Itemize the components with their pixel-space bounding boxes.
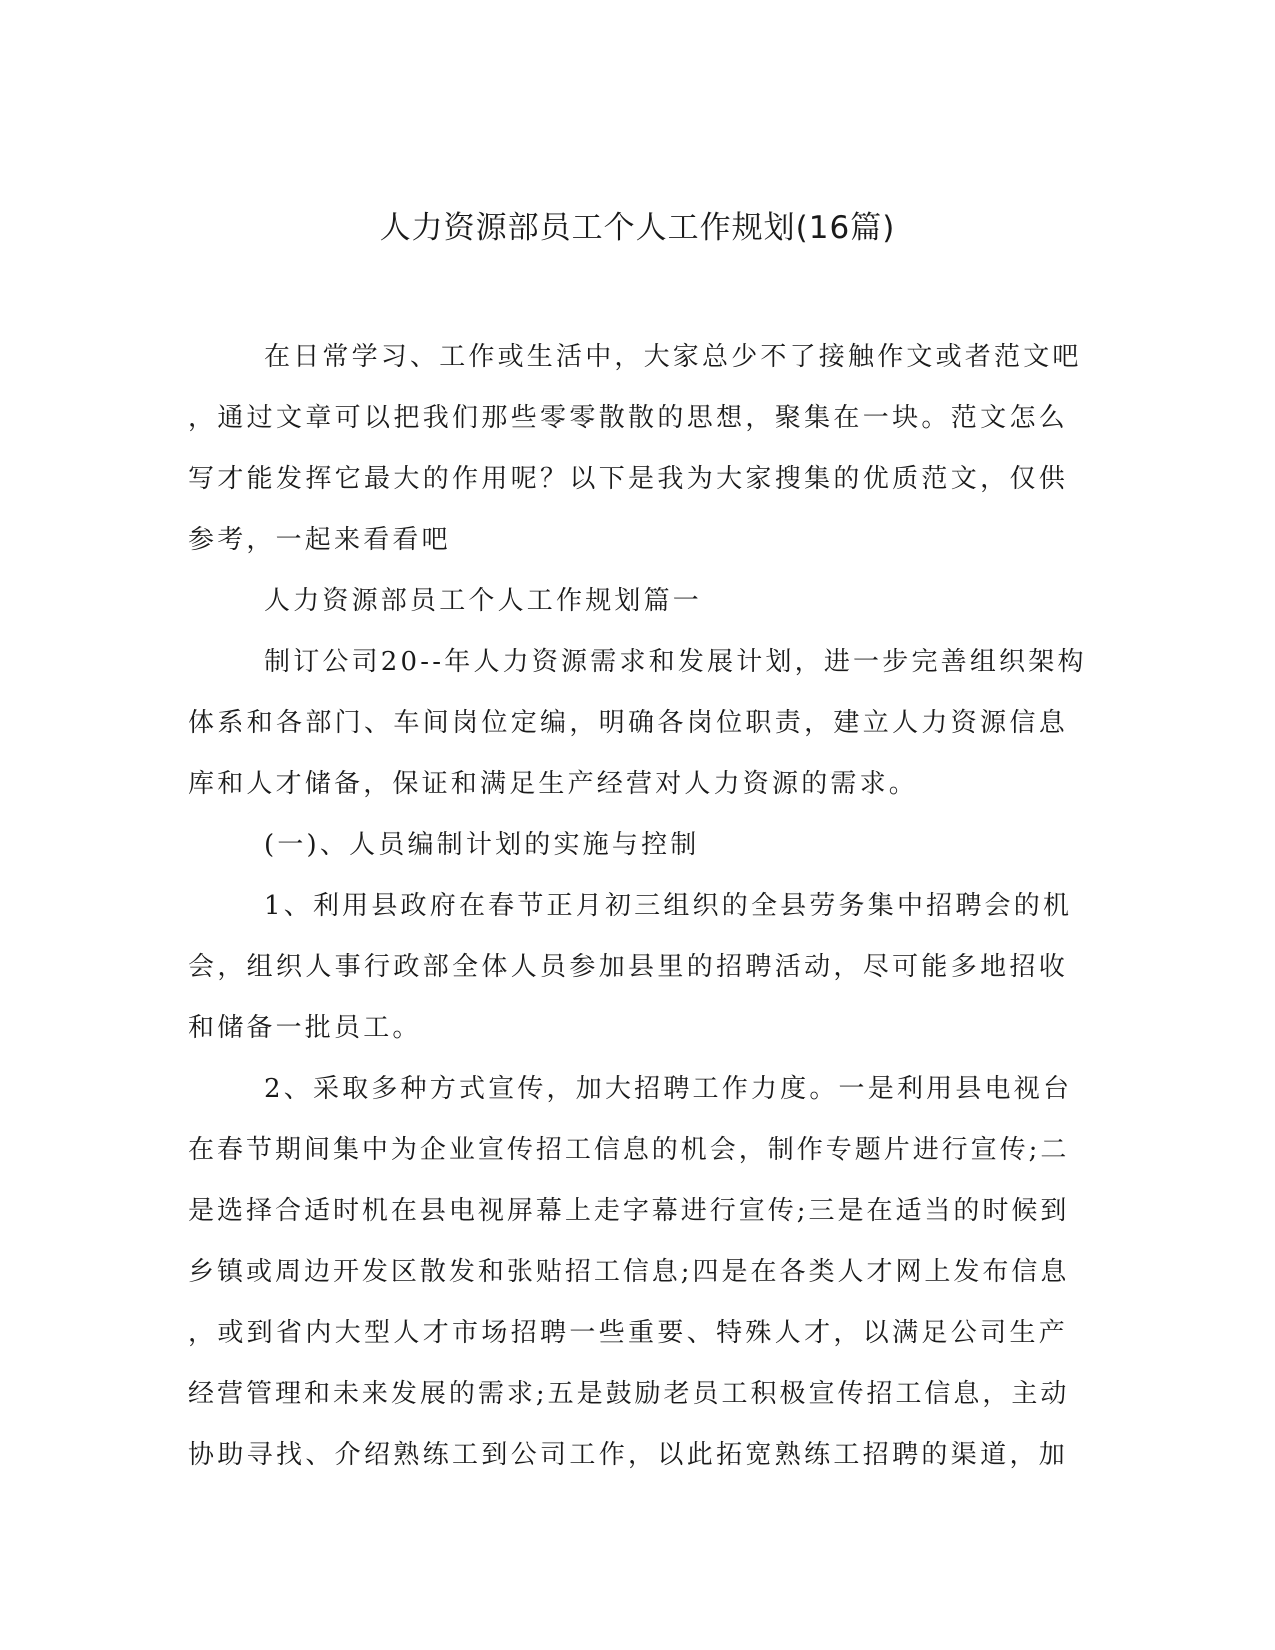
text-line: 库和人才储备，保证和满足生产经营对人力资源的需求。 <box>188 769 919 799</box>
text-line: 制订公司20--年人力资源需求和发展计划，进一步完善组织架构 <box>264 647 1087 677</box>
text-line: 2、采取多种方式宣传，加大招聘工作力度。一是利用县电视台 <box>264 1074 1073 1104</box>
document-title: 人力资源部员工个人工作规划(16篇) <box>379 210 896 246</box>
text-line: 乡镇或周边开发区散发和张贴招工信息;四是在各类人才网上发布信息 <box>188 1257 1068 1287</box>
text-line: 写才能发挥它最大的作用呢？以下是我为大家搜集的优质范文，仅供 <box>188 464 1068 494</box>
text-line: 经营管理和未来发展的需求;五是鼓励老员工积极宣传招工信息，主动 <box>188 1379 1068 1409</box>
text-line: ，通过文章可以把我们那些零零散散的思想，聚集在一块。范文怎么 <box>188 403 1068 433</box>
text-line: ，或到省内大型人才市场招聘一些重要、特殊人才，以满足公司生产 <box>188 1318 1068 1348</box>
text-line: 在日常学习、工作或生活中，大家总少不了接触作文或者范文吧 <box>264 342 1082 372</box>
text-line: (一)、人员编制计划的实施与控制 <box>264 830 700 860</box>
text-line: 1、利用县政府在春节正月初三组织的全县劳务集中招聘会的机 <box>264 891 1073 921</box>
text-line: 体系和各部门、车间岗位定编，明确各岗位职责，建立人力资源信息 <box>188 708 1068 738</box>
paragraph <box>188 327 1082 571</box>
text-line: 会，组织人事行政部全体人员参加县里的招聘活动，尽可能多地招收 <box>188 952 1068 982</box>
text-line: 是选择合适时机在县电视屏幕上走字幕进行宣传;三是在适当的时候到 <box>188 1196 1068 1226</box>
text-line: 和储备一批员工。 <box>188 1013 422 1043</box>
text-line: 协助寻找、介绍熟练工到公司工作，以此拓宽熟练工招聘的渠道，加 <box>188 1440 1068 1470</box>
paragraph <box>188 1059 1073 1486</box>
paragraph <box>188 632 1087 815</box>
paragraph <box>188 876 1073 1059</box>
text-line: 在春节期间集中为企业宣传招工信息的机会，制作专题片进行宣传;二 <box>188 1135 1068 1165</box>
section-heading <box>188 571 1068 632</box>
text-line: 人力资源部员工个人工作规划篇一 <box>264 586 703 616</box>
document-body <box>188 327 1087 1486</box>
sub-heading <box>188 815 1068 876</box>
text-line: 参考，一起来看看吧 <box>188 525 451 555</box>
